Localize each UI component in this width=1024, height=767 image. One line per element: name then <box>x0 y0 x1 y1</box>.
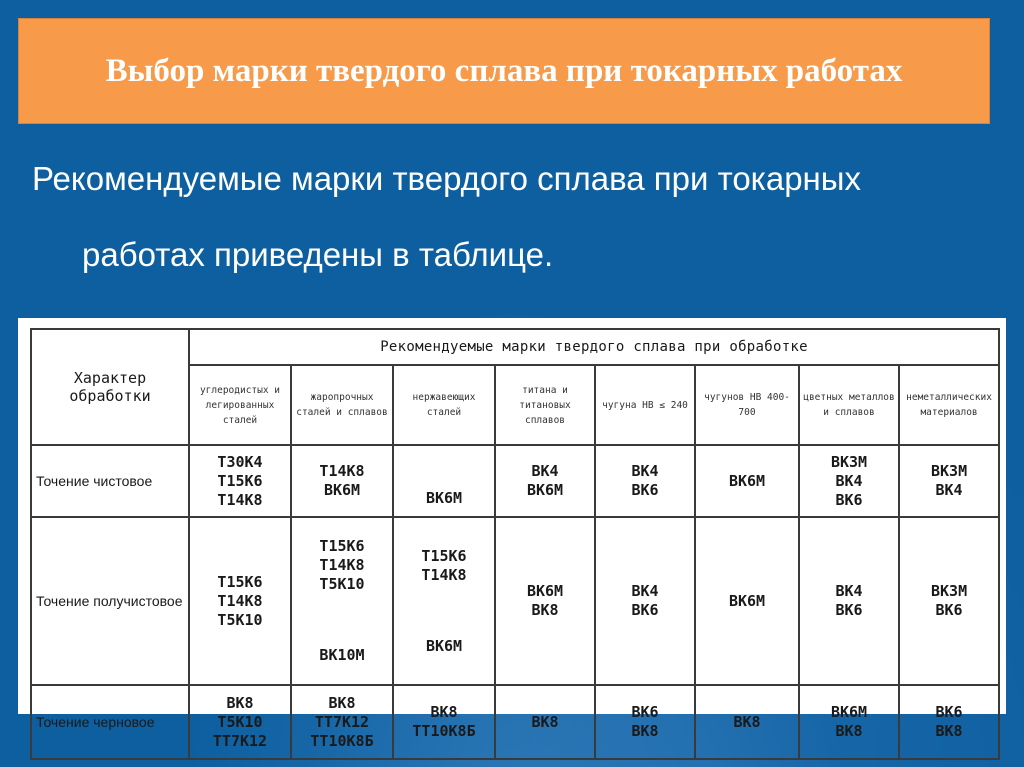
grade-cell: ВК6М <box>695 517 799 685</box>
material-header: жаропрочных сталей и сплавов <box>291 365 393 445</box>
grade-cell: ВК3М ВК6 <box>899 517 999 685</box>
grade-cell <box>291 517 393 685</box>
grade-cell: ВК6М ВК8 <box>799 685 899 759</box>
material-header: чугунов НВ 400-700 <box>695 365 799 445</box>
grade-cell: ВК8 <box>495 685 595 759</box>
grade-cell: ВК4 ВК6 <box>595 445 695 517</box>
material-header: цветных металлов и сплавов <box>799 365 899 445</box>
row-label: Точение получистовое <box>31 517 189 685</box>
grade-cell: ВК4 ВК6 <box>595 517 695 685</box>
title-banner <box>18 18 990 124</box>
material-header: чугуна НВ ≤ 240 <box>595 365 695 445</box>
grade-cell: ВК6 ВК8 <box>595 685 695 759</box>
grade-cell <box>393 517 495 685</box>
material-header: нержавеющих сталей <box>393 365 495 445</box>
material-header: углеродистых и легированных сталей <box>189 365 291 445</box>
table-row <box>31 517 999 685</box>
grade-cell: ВК6М <box>695 445 799 517</box>
grade-cell: Т14К8 ВК6М <box>291 445 393 517</box>
slide-title: Выбор марки твердого сплава при токарных работах <box>105 53 903 89</box>
grade-cell-text: Т15К6 Т14К8 Т5К10 <box>319 537 365 593</box>
grade-cell-extra: ВК6М <box>425 636 463 655</box>
grade-cell: ВК4 ВК6М <box>495 445 595 517</box>
grade-cell: Т30К4 Т15К6 Т14К8 <box>189 445 291 517</box>
material-header: неметаллических материалов <box>899 365 999 445</box>
grade-cell: ВК6М ВК8 <box>495 517 595 685</box>
grade-cell: ВК3М ВК4 <box>899 445 999 517</box>
grade-cell: ВК8 <box>695 685 799 759</box>
table-panel <box>18 318 1006 750</box>
grade-cell: ВК6М <box>393 445 495 517</box>
alloy-grade-table <box>30 328 1000 760</box>
material-header: титана и титановых сплавов <box>495 365 595 445</box>
grade-cell: ВК3М ВК4 ВК6 <box>799 445 899 517</box>
table-row <box>31 445 999 517</box>
intro-text-line-1: Рекомендуемые марки твердого сплава при токарных <box>32 160 861 197</box>
grade-cell: ВК4 ВК6 <box>799 517 899 685</box>
group-header: Рекомендуемые марки твердого сплава при обработке <box>189 329 999 365</box>
grade-cell: Т15К6 Т14К8 Т5К10 <box>189 517 291 685</box>
intro-text-line-2: работах приведены в таблице. <box>82 236 554 273</box>
corner-header: Характер обработки <box>31 329 189 445</box>
grade-cell: ВК8 ТТ7К12 ТТ10К8Б <box>291 685 393 759</box>
grade-cell: ВК8 ТТ10К8Б <box>393 685 495 759</box>
table-row <box>31 685 999 759</box>
row-label: Точение черновое <box>31 685 189 759</box>
grade-cell: ВК8 Т5К10 ТТ7К12 <box>189 685 291 759</box>
grade-cell-extra: ВК10М <box>319 646 365 664</box>
row-label: Точение чистовое <box>31 445 189 517</box>
grade-cell-text: Т15К6 Т14К8 <box>421 546 467 584</box>
grade-cell: ВК6 ВК8 <box>899 685 999 759</box>
